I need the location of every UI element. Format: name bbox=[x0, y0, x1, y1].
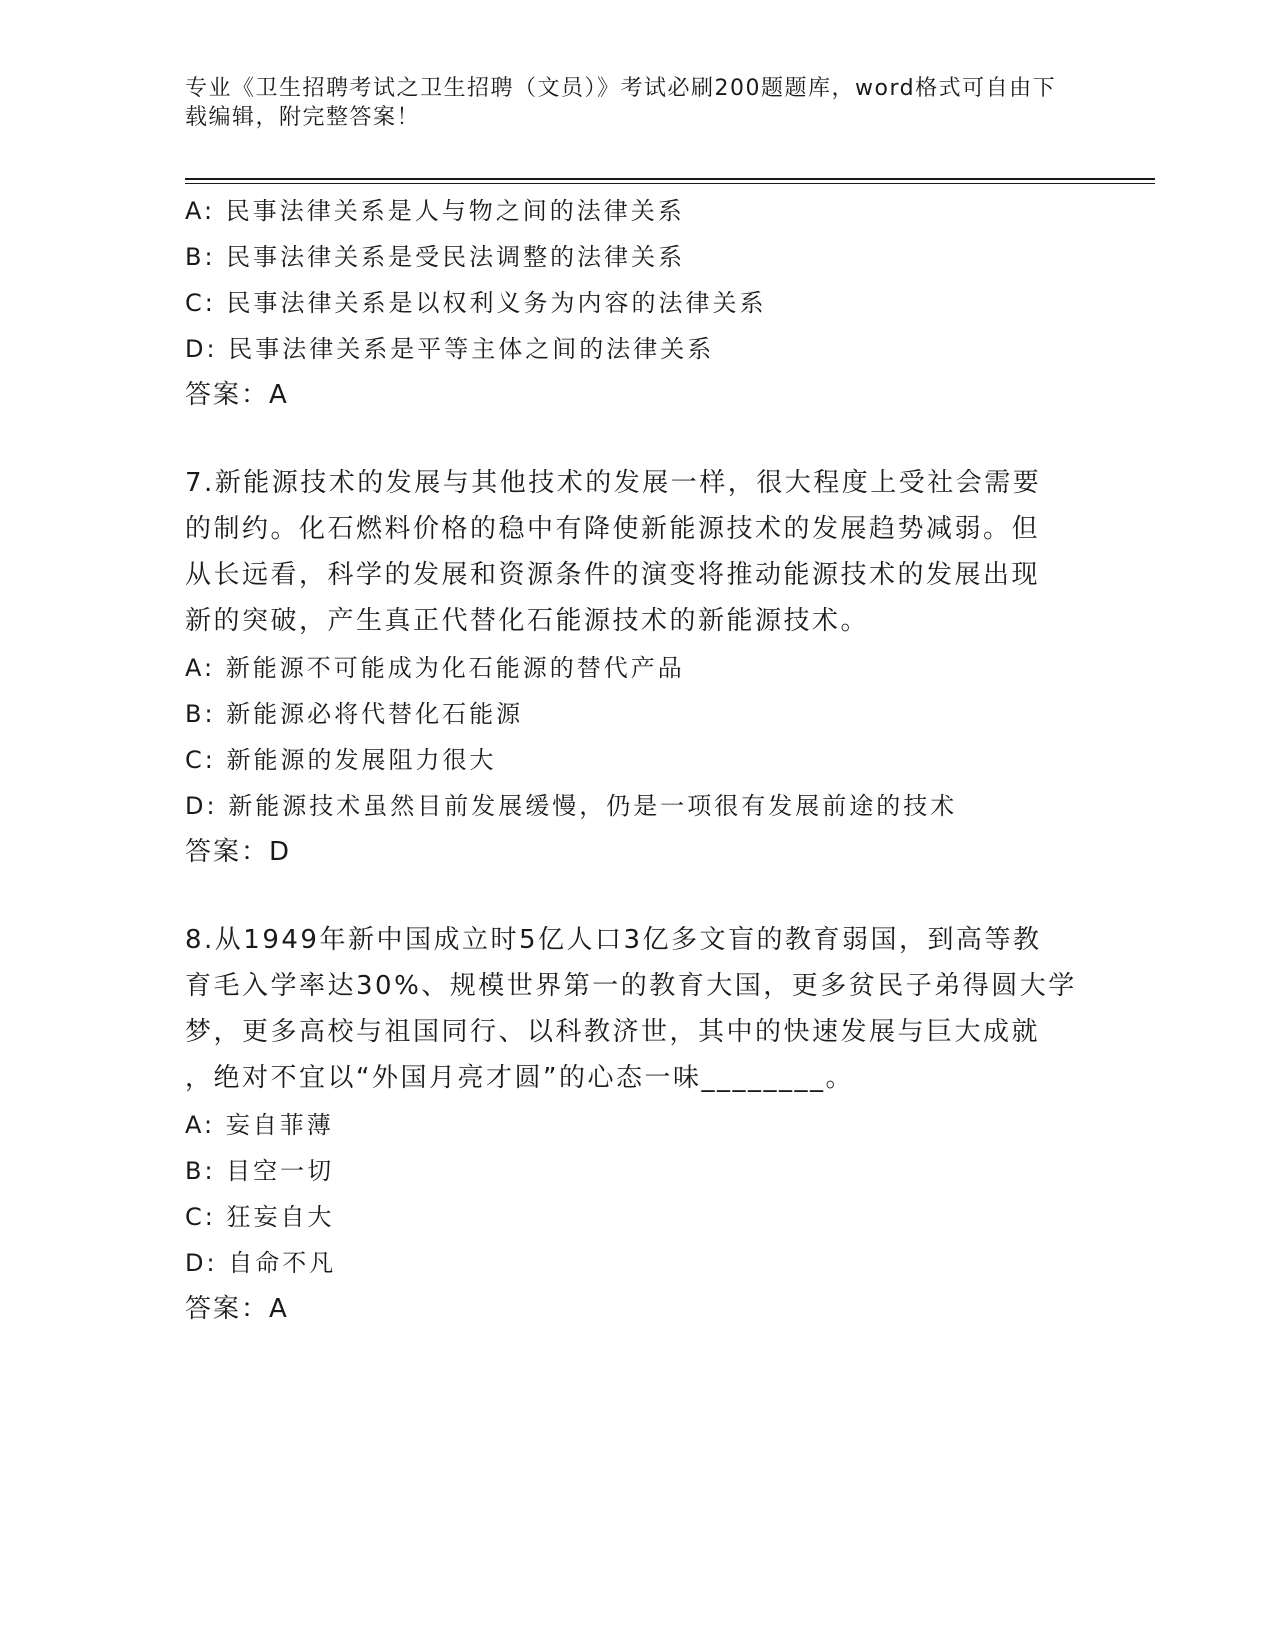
question-text-line: 7.新能源技术的发展与其他技术的发展一样，很大程度上受社会需要 bbox=[185, 468, 1042, 498]
question-text-line: ，绝对不宜以“外国月亮才圆”的心态一味________。 bbox=[185, 1063, 854, 1093]
option-d: D: 新能源技术虽然目前发展缓慢，仍是一项很有发展前途的技术 bbox=[185, 792, 958, 820]
answer: 答案：A bbox=[185, 380, 289, 410]
option-b: B: 民事法律关系是受民法调整的法律关系 bbox=[185, 243, 686, 271]
question-6 bbox=[185, 188, 1085, 418]
answer: 答案：A bbox=[185, 1294, 289, 1324]
question-text-line: 8.从1949年新中国成立时5亿人口3亿多文盲的教育弱国，到高等教 bbox=[185, 925, 1042, 955]
question-text-line: 的制约。化石燃料价格的稳中有降使新能源技术的发展趋势减弱。但 bbox=[185, 514, 1041, 544]
header-divider-thin bbox=[185, 183, 1155, 184]
question-7 bbox=[185, 461, 1085, 875]
document-header: 专业《卫生招聘考试之卫生招聘（文员）》考试必刷200题题库，word格式可自由下载编辑，附完整答案！ bbox=[185, 76, 1057, 130]
option-a: A: 新能源不可能成为化石能源的替代产品 bbox=[185, 654, 685, 682]
option-d: D: 民事法律关系是平等主体之间的法律关系 bbox=[185, 335, 715, 363]
header-divider-thick bbox=[185, 178, 1155, 180]
option-c: C: 新能源的发展阻力很大 bbox=[185, 746, 497, 774]
answer: 答案：D bbox=[185, 837, 292, 867]
option-c: C: 狂妄自大 bbox=[185, 1203, 335, 1231]
question-text-line: 从长远看，科学的发展和资源条件的演变将推动能源技术的发展出现 bbox=[185, 560, 1041, 590]
spacer bbox=[185, 418, 1085, 461]
option-c: C: 民事法律关系是以权利义务为内容的法律关系 bbox=[185, 289, 767, 317]
question-8 bbox=[185, 918, 1085, 1332]
question-text-line: 梦，更多高校与祖国同行、以科教济世，其中的快速发展与巨大成就 bbox=[185, 1017, 1041, 1047]
question-text-line: 新的突破，产生真正代替化石能源技术的新能源技术。 bbox=[185, 606, 870, 636]
question-text-line: 育毛入学率达30%、规模世界第一的教育大国，更多贫民子弟得圆大学 bbox=[185, 971, 1077, 1001]
spacer bbox=[185, 875, 1085, 918]
option-b: B: 目空一切 bbox=[185, 1157, 335, 1185]
question-list bbox=[185, 188, 1085, 1332]
option-d: D: 自命不凡 bbox=[185, 1249, 337, 1277]
option-b: B: 新能源必将代替化石能源 bbox=[185, 700, 524, 728]
option-a: A: 妄自菲薄 bbox=[185, 1111, 334, 1139]
option-a: A: 民事法律关系是人与物之间的法律关系 bbox=[185, 197, 685, 225]
